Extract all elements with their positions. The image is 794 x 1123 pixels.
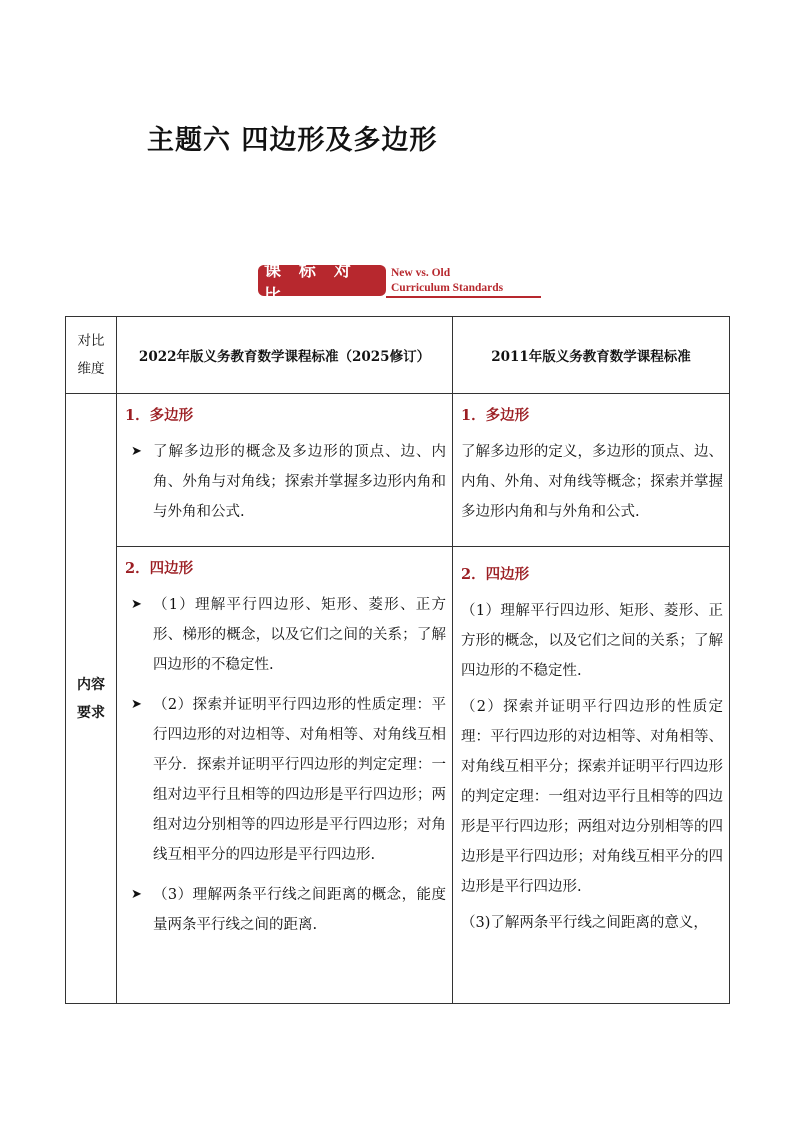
row-label-content-requirements bbox=[66, 394, 117, 1004]
list-item-text: 了解多边形的概念及多边形的顶点、边、内角、外角与对角线；探索并掌握多边形内角和与外角和公式. bbox=[153, 444, 446, 520]
arrowhead-bullet-icon: ➤ bbox=[131, 597, 142, 612]
banner-en-line1: New vs. Old bbox=[391, 267, 451, 279]
paragraph: （1）理解平行四边形、矩形、菱形、正方形的概念，以及它们之间的关系；了解四边形的不稳定性. bbox=[461, 603, 723, 679]
standards-banner bbox=[255, 260, 545, 306]
row-label-line1: 内容 bbox=[77, 676, 105, 693]
table-header-row bbox=[66, 317, 730, 394]
banner-english bbox=[391, 266, 503, 296]
arrowhead-bullet-icon: ➤ bbox=[131, 887, 142, 902]
old-section-title-quadrilateral: 2．四边形 bbox=[461, 566, 530, 583]
header-dimension bbox=[66, 317, 117, 394]
arrowhead-bullet-icon: ➤ bbox=[131, 444, 142, 459]
new-section-title-polygon: 1．多边形 bbox=[125, 407, 194, 424]
list-item bbox=[125, 590, 446, 680]
list-item-text: （1）理解平行四边形、矩形、菱形、正方形、梯形的概念，以及它们之间的关系；了解四边形的不稳定性. bbox=[153, 597, 446, 673]
list-item-text: （3）理解两条平行线之间距离的概念，能度量两条平行线之间的距离. bbox=[153, 887, 446, 933]
banner-en-line2: Curriculum Standards bbox=[391, 282, 504, 294]
row-label-line2: 要求 bbox=[77, 704, 105, 721]
header-new-standard: 2022年版义务教育数学课程标准（2025修订） bbox=[117, 317, 453, 394]
paragraph: （3)了解两条平行线之间距离的意义， bbox=[461, 915, 708, 931]
list-item bbox=[125, 880, 446, 940]
paragraph: （2）探索并证明平行四边形的性质定理：平行四边形的对边相等、对角相等、对角线互相平分；探索并证明平行四边形的判定定理：一组对边平行且相等的四边形是平行四边形；两组对边分别相等的四边形是平行四边形；对角线互相平分的四边形是平行四边形. bbox=[461, 699, 723, 895]
old-section-title-polygon: 1．多边形 bbox=[461, 407, 530, 424]
old-polygon-cell bbox=[453, 394, 730, 547]
page-title: 主题六 四边形及多边形 bbox=[147, 125, 438, 156]
old-quadrilateral-cell bbox=[453, 547, 730, 1004]
list-item bbox=[125, 437, 446, 527]
paragraph: 了解多边形的定义，多边形的顶点、边、内角、外角、对角线等概念；探索并掌握多边形内角和与外角和公式. bbox=[461, 444, 723, 520]
header-dim-line2: 维度 bbox=[77, 361, 105, 377]
banner-label: 课 标 对 比 bbox=[258, 265, 386, 296]
comparison-table bbox=[65, 316, 730, 1004]
table-row-polygon bbox=[66, 394, 730, 547]
header-dim-line1: 对比 bbox=[77, 333, 105, 349]
new-polygon-cell bbox=[117, 394, 453, 547]
arrowhead-bullet-icon: ➤ bbox=[131, 697, 142, 712]
list-item-text: （2）探索并证明平行四边形的性质定理：平行四边形的对边相等、对角相等、对角线互相平分．探索并证明平行四边形的判定定理：一组对边平行且相等的四边形是平行四边形；两组对边分别相等的四边形是平行四边形；对角线互相平分的四边形是平行四边形. bbox=[153, 697, 446, 863]
list-item bbox=[125, 690, 446, 870]
header-old-standard: 2011年版义务教育数学课程标准 bbox=[453, 317, 730, 394]
table-row-quadrilateral bbox=[66, 547, 730, 1004]
new-section-title-quadrilateral: 2．四边形 bbox=[125, 560, 194, 577]
new-quadrilateral-cell bbox=[117, 547, 453, 1004]
banner-underline bbox=[386, 296, 541, 298]
